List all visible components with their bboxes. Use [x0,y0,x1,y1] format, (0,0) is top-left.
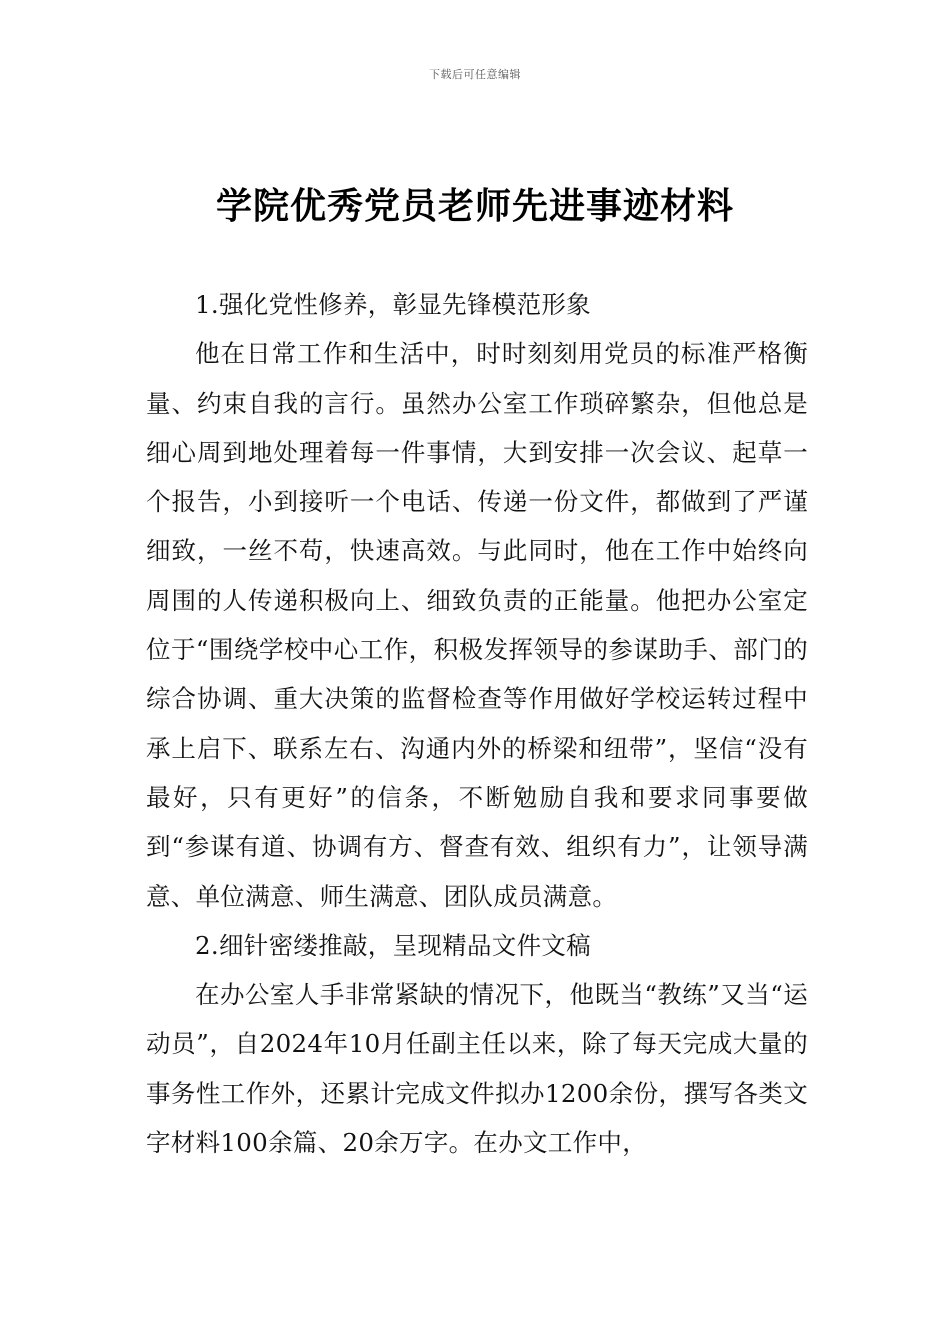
document-body [146,280,808,1167]
section-paragraph-1: 他在日常工作和生活中，时时刻刻用党员的标准严格衡量、约束自我的言行。虽然办公室工作琐碎繁杂，但他总是细心周到地处理着每一件事情，大到安排一次会议、起草一个报告，小到接听一个电话、传递一份文件，都做到了严谨细致，一丝不苟，快速高效。与此同时，他在工作中始终向周围的人传递积极向上、细致负责的正能量。他把办公室定位于“围绕学校中心工作，积极发挥领导的参谋助手、部门的综合协调、重大决策的监督检查等作用做好学校运转过程中承上启下、联系左右、沟通内外的桥梁和纽带”，坚信“没有最好，只有更好”的信条，不断勉励自我和要求同事要做到“参谋有道、协调有方、督查有效、组织有力”，让领导满意、单位满意、师生满意、团队成员满意。 [146,339,808,911]
section-paragraph-2: 在办公室人手非常紧缺的情况下，他既当“教练”又当“运动员”，自2024年10月任副主任以来，除了每天完成大量的事务性工作外，还累计完成文件拟办1200余份，撰写各类文字材料100余篇、20余万字。在办文工作中， [146,980,808,1158]
header-note: 下载后可任意编辑 [429,68,521,81]
section-heading-1: 1.强化党性修养，彰显先锋模范形象 [195,290,591,319]
document-title: 学院优秀党员老师先进事迹材料 [215,185,734,227]
section-heading-2: 2.细针密缕推敲，呈现精品文件文稿 [195,930,591,960]
